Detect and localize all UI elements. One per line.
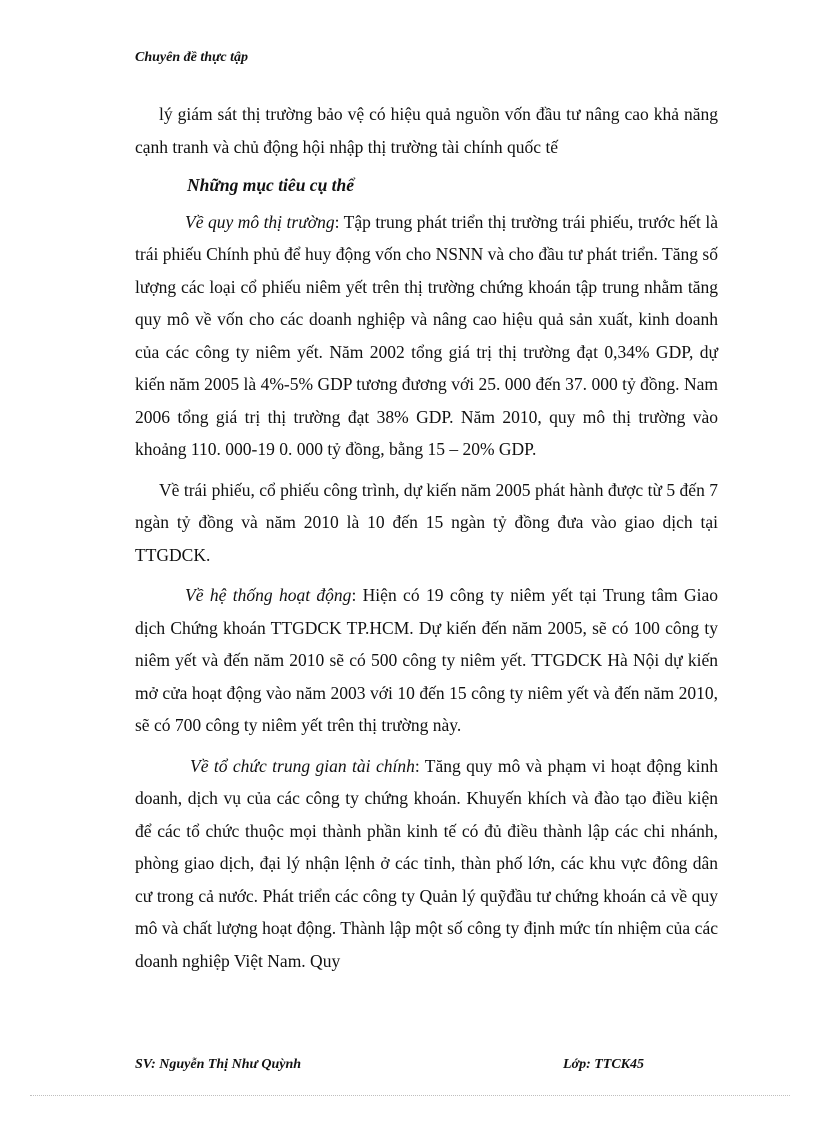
document-body bbox=[135, 98, 718, 977]
operating-system-lead: Về hệ thống hoạt động bbox=[185, 585, 352, 605]
paragraph-operating-system bbox=[135, 579, 718, 742]
section-subheading: Những mục tiêu cụ thể bbox=[187, 175, 355, 195]
market-scale-text: : Tập trung phát triển thị trường trái phiếu, trước hết là trái phiếu Chính phủ để huy động vốn cho NSNN và cho đầu tư phát triển. Tăng số lượng các loại cổ phiếu niêm yết trên thị trường chứng khoán tập trung nhằm tăng quy mô về vốn cho các doanh nghiệp và nâng cao hiệu quả sản xuất, kinh doanh của các công ty niêm yết. Năm 2002 tổng giá trị thị trường đạt 0,34% GDP, dự kiến năm 2005 là 4%-5% GDP tương đương với 25. 000 đến 37. 000 tỷ đồng. Nam 2006 tổng giá trị thị trường đạt 38% GDP. Năm 2010, quy mô thị trường vào khoảng 110. 000-19 0. 000 tỷ đồng, bằng 15 – 20% GDP. bbox=[135, 211, 718, 459]
paragraph-market-scale bbox=[135, 206, 718, 466]
financial-intermediaries-lead: Về tổ chức trung gian tài chính bbox=[190, 755, 415, 776]
paragraph-intro: lý giám sát thị trường bảo vệ có hiệu quả nguồn vốn đầu tư nâng cao khả năng cạnh tranh và chủ động hội nhập thị trường tài chính quốc tế bbox=[135, 104, 718, 157]
paragraph-financial-intermediaries bbox=[135, 750, 718, 978]
financial-intermediaries-text: : Tăng quy mô và phạm vi hoạt động kinh doanh, dịch vụ của các công ty chứng khoán. Khuyến khích và đào tạo điều kiện để các tổ chức thuộc mọi thành phần kinh tế có đủ điều thành lập các chi nhánh, phòng giao dịch, đại lý nhận lệnh ở các tỉnh, thàn phố lớn, các khu vực đông dân cư trong cả nước. Phát triển các công ty Quản lý quỹđầu tư chứng khoán cả về quy mô và chất lượng hoạt động. Thành lập một số công ty định mức tín nhiệm của các doanh nghiệp Việt Nam. Quy bbox=[135, 755, 718, 971]
footer-class: Lớp: TTCK45 bbox=[563, 1057, 645, 1072]
market-scale-lead: Về quy mô thị trường bbox=[185, 211, 335, 232]
page-bottom-divider bbox=[30, 1095, 790, 1096]
paragraph-bonds: Về trái phiếu, cổ phiếu công trình, dự kiến năm 2005 phát hành được từ 5 đến 7 ngàn tỷ đồng và năm 2010 là 10 đến 15 ngàn tỷ đồng đưa vào giao dịch tại TTGDCK. bbox=[135, 479, 718, 565]
page-header: Chuyên đề thực tập bbox=[135, 50, 249, 65]
footer-student-name: SV: Nguyễn Thị Như Quỳnh bbox=[135, 1057, 302, 1072]
operating-system-text: : Hiện có 19 công ty niêm yết tại Trung tâm Giao dịch Chứng khoán TTGDCK TP.HCM. Dự kiến đến năm 2005, sẽ có 100 công ty niêm yết và đến năm 2010 sẽ có 500 công ty niêm yết. TTGDCK Hà Nội dự kiến mở cửa hoạt động vào năm 2003 với 10 đến 15 công ty niêm yết và đến năm 2010, sẽ có 700 công ty niêm yết trên thị trường này. bbox=[135, 585, 718, 735]
